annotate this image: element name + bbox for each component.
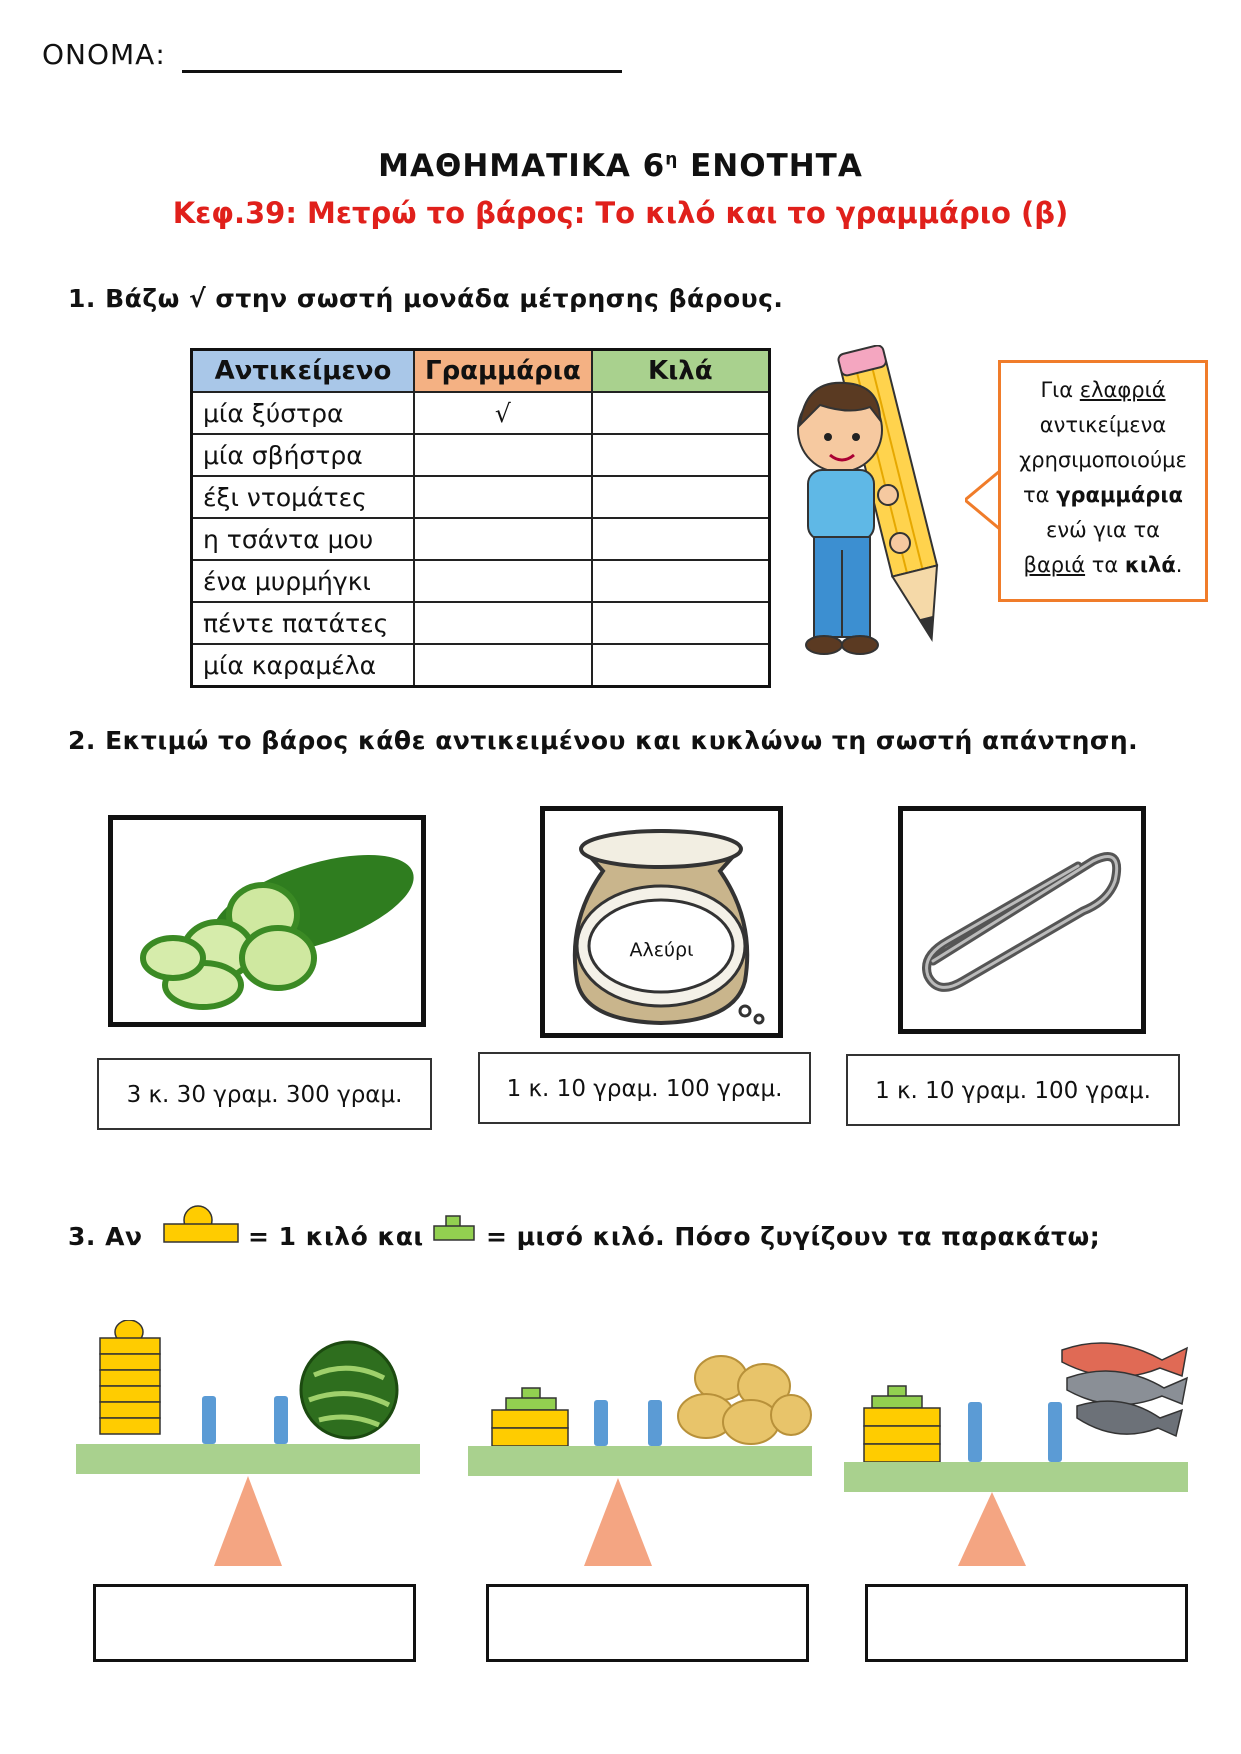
paperclip-options[interactable]: 1 κ. 10 γραμ. 100 γραμ. [846,1054,1180,1126]
kilos-cell[interactable] [592,644,770,687]
scale-watermelon [74,1320,424,1570]
grams-cell[interactable] [414,434,592,476]
grams-cell[interactable] [414,644,592,687]
table-row: ένα μυρμήγκι [192,560,770,602]
question-1: 1. Βάζω √ στην σωστή μονάδα μέτρησης βάρους. [68,284,784,313]
info-note: Για ελαφριά αντικείμενα χρησιμοποιούμε τα γραμμάρια ενώ για τα βαριά τα κιλά. [998,360,1208,602]
kilos-cell[interactable] [592,518,770,560]
name-line[interactable] [182,70,622,73]
page-subtitle: Κεφ.39: Μετρώ το βάρος: Το κιλό και το γραμμάριο (β) [172,196,1069,230]
cucumber-icon [113,820,421,1022]
header-object: Αντικείμενο [192,350,415,393]
table-row: μία καραμέλα [192,644,770,687]
grams-cell[interactable] [414,602,592,644]
kilo-weights [100,1338,160,1434]
flour-label: Αλεύρι [629,939,694,961]
kilos-cell[interactable] [592,602,770,644]
units-table [190,348,771,688]
paperclip-icon [903,811,1141,1029]
paperclip-picture [898,806,1146,1034]
boy-with-pencil-image [780,345,990,675]
kilos-cell[interactable] [592,392,770,434]
kilos-cell[interactable] [592,476,770,518]
table-row: έξι ντομάτες [192,476,770,518]
answer-box-2[interactable] [486,1584,809,1662]
table-row: πέντε πατάτες [192,602,770,644]
kilos-cell[interactable] [592,434,770,476]
flour-sack-picture [540,806,783,1038]
grams-cell[interactable]: √ [414,392,592,434]
grams-cell[interactable] [414,518,592,560]
grams-cell[interactable] [414,476,592,518]
cucumber-options[interactable]: 3 κ. 30 γραμ. 300 γραμ. [97,1058,432,1130]
question-3-c: = μισό κιλό. Πόσο ζυγίζουν τα παρακάτω; [486,1222,1101,1251]
scale-fish [842,1340,1192,1570]
question-3-b: = 1 κιλό και [248,1222,424,1251]
answer-box-1[interactable] [93,1584,416,1662]
table-row: μία ξύστρα √ [192,392,770,434]
table-row: η τσάντα μου [192,518,770,560]
kilos-cell[interactable] [592,560,770,602]
answer-box-3[interactable] [865,1584,1188,1662]
flour-options[interactable]: 1 κ. 10 γραμ. 100 γραμ. [478,1052,811,1124]
cucumber-picture [108,815,426,1027]
name-label: ΟΝΟΜΑ: [42,38,166,71]
grams-cell[interactable] [414,560,592,602]
half-kilo-weight-icon [432,1212,476,1246]
scale-potatoes [466,1330,816,1570]
flour-sack-icon [545,811,778,1033]
kilo-weight-icon [162,1204,242,1246]
header-grams: Γραμμάρια [414,350,592,393]
question-3-a: 3. Αν [68,1222,143,1251]
header-kilos: Κιλά [592,350,770,393]
table-row: μία σβήστρα [192,434,770,476]
question-2: 2. Εκτιμώ το βάρος κάθε αντικειμένου και κυκλώνω τη σωστή απάντηση. [68,726,1139,755]
page-title: ΜΑΘΗΜΑΤΙΚΑ $6^\eta$ ΕΝΟΤΗΤΑ [378,148,863,184]
